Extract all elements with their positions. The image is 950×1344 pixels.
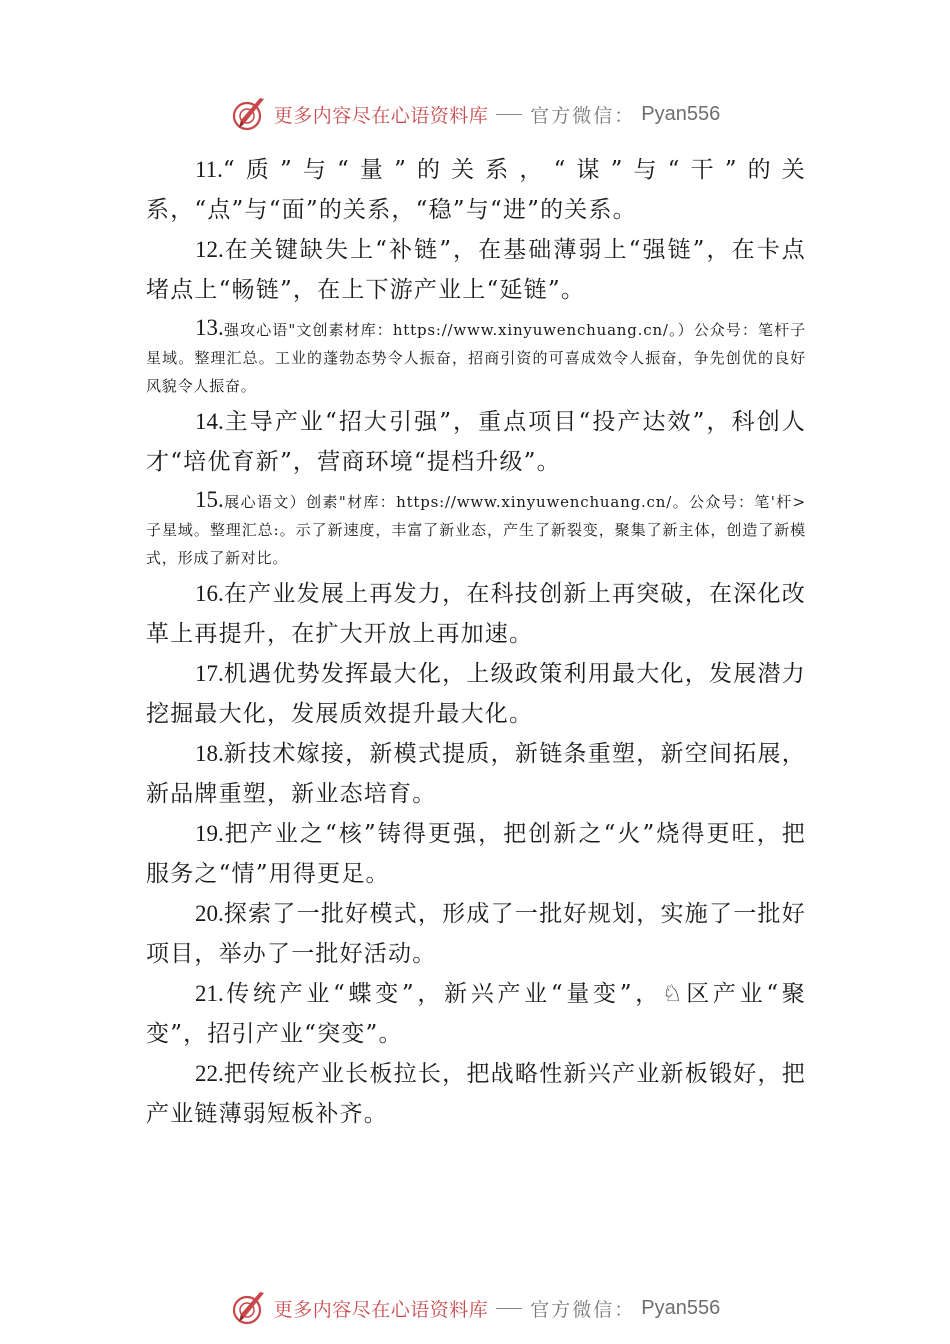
item-number: 20. [195,901,224,926]
list-item [146,1054,806,1134]
banner-wechat-id: Pyan556 [641,1296,721,1319]
item-number: 17. [195,661,224,686]
list-item [146,974,806,1054]
list-item [146,402,806,482]
item-text: 主导产业“招大引强”，重点项目“投产达效”，科创人才“培优育新”，营商环境“提档升级”。 [146,409,806,475]
banner-wechat-label: 官方微信： [530,104,636,127]
banner-slogan: 更多内容尽在心语资料库 [273,104,489,127]
item-number: 11. [195,157,223,182]
list-item [146,230,806,310]
list-item [146,310,806,402]
banner-slogan: 更多内容尽在心语资料库 [273,1298,489,1321]
item-text: 把传统产业长板拉长，把战略性新兴产业新板锻好，把产业链薄弱短板补齐。 [146,1061,806,1127]
item-text: “质”与“量”的关系，“谋”与“干”的关系，“点”与“面”的关系，“稳”与“进”的关系。 [146,157,806,223]
quill-pen-icon [230,95,268,133]
item-number: 18. [195,741,224,766]
item-text: 机遇优势发挥最大化，上级政策利用最大化，发展潜力挖掘最大化，发展质效提升最大化。 [146,661,806,727]
item-number: 14. [195,409,224,434]
header-banner [0,94,950,134]
item-number: 13. [195,315,224,340]
item-text: 把产业之“核”铸得更强，把创新之“火”烧得更旺，把服务之“情”用得更足。 [146,821,806,887]
item-text: 在产业发展上再发力，在科技创新上再突破，在深化改革上再提升，在扩大开放上再加速。 [146,581,806,647]
item-text: 展心语文）创素"材库：https://www.xinyuwenchuang.cn/。公众号：笔'杆>子星域。整理汇总:。示了新速度，丰富了新业态，产生了新裂变，聚集了新主体，创造了新模式，形成了新对比。 [146,493,806,567]
item-text: 新技术嫁接，新模式提质，新链条重塑，新空间拓展，新品牌重塑，新业态培育。 [146,741,806,807]
item-number: 15. [195,487,224,512]
item-number: 16. [195,581,224,606]
list-item [146,734,806,814]
item-text: 传统产业“蝶变”，新兴产业“量变”，♘区产业“聚变”，招引产业“突变”。 [146,981,806,1047]
banner-wechat-id: Pyan556 [641,102,721,125]
item-number: 21. [195,981,224,1006]
item-text: 在关键缺失上“补链”，在基础薄弱上“强链”，在卡点堵点上“畅链”，在上下游产业上“延链”。 [146,237,806,303]
list-item [146,814,806,894]
list-item [146,654,806,734]
banner-dash [496,114,522,115]
quill-pen-icon [230,1289,268,1327]
item-number: 19. [195,821,224,846]
item-number: 22. [195,1061,224,1086]
list-item [146,150,806,230]
list-item [146,482,806,574]
item-text: 探索了一批好模式，形成了一批好规划，实施了一批好项目，举办了一批好活动。 [146,901,806,967]
document-body [146,150,806,1134]
footer-banner [0,1288,950,1328]
list-item [146,574,806,654]
list-item [146,894,806,974]
banner-wechat-label: 官方微信： [530,1298,636,1321]
banner-dash [496,1308,522,1309]
item-number: 12. [195,237,224,262]
item-text: 强攻心语"文创素材库：https://www.xinyuwenchuang.cn/。）公众号：笔杆子星域。整理汇总。工业的蓬勃态势令人振奋，招商引资的可喜成效令人振奋，争先创优的良好风貌令人振奋。 [146,321,806,395]
